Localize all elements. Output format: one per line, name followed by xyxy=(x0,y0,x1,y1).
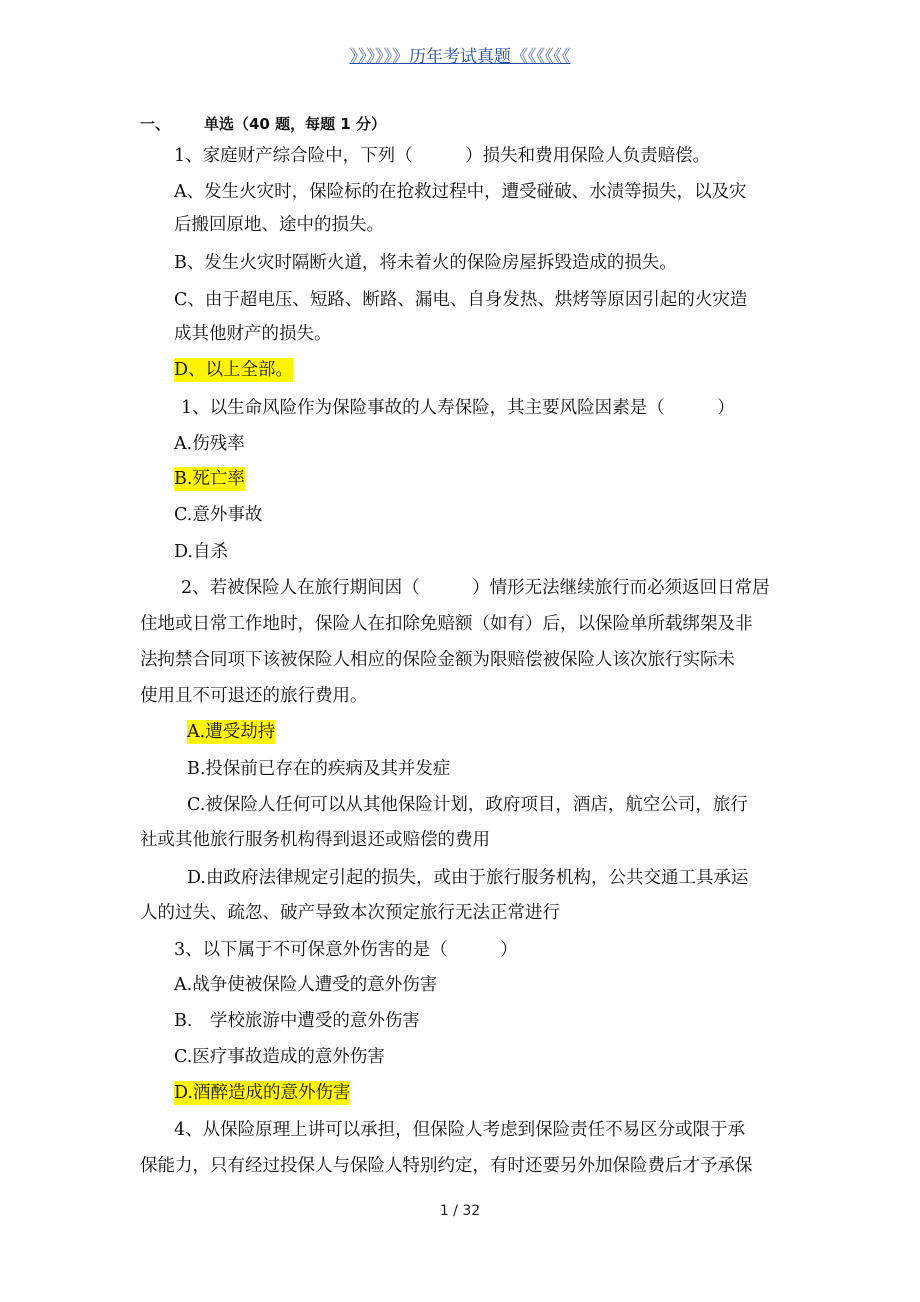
option-text: C.意外事故 xyxy=(174,505,263,525)
question-text: 1、以生命风险作为保险事故的人寿保险，其主要风险因素是（ ） xyxy=(181,398,735,418)
page-header: 》》》》》》历年考试真题《《《《《《 xyxy=(349,47,571,67)
option-text: A.伤残率 xyxy=(174,434,245,454)
question-text: 4、从保险原理上讲可以承担，但保险人考虑到保险责任不易区分或限于承 xyxy=(174,1120,746,1140)
option-text: C.医疗事故造成的意外伤害 xyxy=(174,1047,385,1067)
section-heading xyxy=(140,112,386,136)
correct-answer-highlight: B.死亡率 xyxy=(174,469,245,489)
option-text-continued: 成其他财产的损失。 xyxy=(174,324,332,344)
option-text: B. 学校旅游中遭受的意外伤害 xyxy=(174,1011,420,1031)
option-text: A、发生火灾时，保险标的在抢救过程中，遭受碰破、水渍等损失，以及灾 xyxy=(174,182,747,202)
option-text-continued: 人的过失、疏忽、破产导致本次预定旅行无法正常进行 xyxy=(140,903,560,923)
correct-answer-highlight: A.遭受劫持 xyxy=(187,722,276,742)
section-title: 单选（40 题，每题 1 分） xyxy=(204,115,386,133)
correct-answer-highlight: D.酒醉造成的意外伤害 xyxy=(174,1083,351,1103)
option-text-continued: 社或其他旅行服务机构得到退还或赔偿的费用 xyxy=(140,830,490,850)
option-text: C、由于超电压、短路、断路、漏电、自身发热、烘烤等原因引起的火灾造 xyxy=(174,290,748,310)
question-text-continued: 住地或日常工作地时，保险人在扣除免赔额（如有）后，以保险单所载绑架及非 xyxy=(140,614,753,634)
option-text-continued: 后搬回原地、途中的损失。 xyxy=(174,215,384,235)
question-text-continued: 保能力，只有经过投保人与保险人特别约定，有时还要另外加保险费后才予承保 xyxy=(140,1156,753,1176)
option-text: B、发生火灾时隔断火道，将未着火的保险房屋拆毁造成的损失。 xyxy=(174,253,677,273)
option-text: D.由政府法律规定引起的损失，或由于旅行服务机构，公共交通工具承运 xyxy=(187,868,749,888)
option-text: D.自杀 xyxy=(174,542,228,562)
option-text: A.战争使被保险人遭受的意外伤害 xyxy=(174,975,438,995)
question-text-continued: 法拘禁合同项下该被保险人相应的保险金额为限赔偿被保险人该次旅行实际未 xyxy=(140,650,735,670)
section-number: 一、 xyxy=(140,115,171,133)
page-number: 1 / 32 xyxy=(439,1203,481,1219)
option-text: C.被保险人任何可以从其他保险计划，政府项目，酒店，航空公司，旅行 xyxy=(187,795,748,815)
question-text: 2、若被保险人在旅行期间因（ ）情形无法继续旅行而必须返回日常居 xyxy=(181,578,770,598)
question-text-continued: 使用且不可退还的旅行费用。 xyxy=(140,686,368,706)
question-text: 1、家庭财产综合险中，下列（ ）损失和费用保险人负责赔偿。 xyxy=(174,146,711,166)
question-text: 3、以下属于不可保意外伤害的是（ ） xyxy=(174,940,518,960)
correct-answer-highlight: D、以上全部。 xyxy=(174,360,294,380)
option-text: B.投保前已存在的疾病及其并发症 xyxy=(187,759,451,779)
